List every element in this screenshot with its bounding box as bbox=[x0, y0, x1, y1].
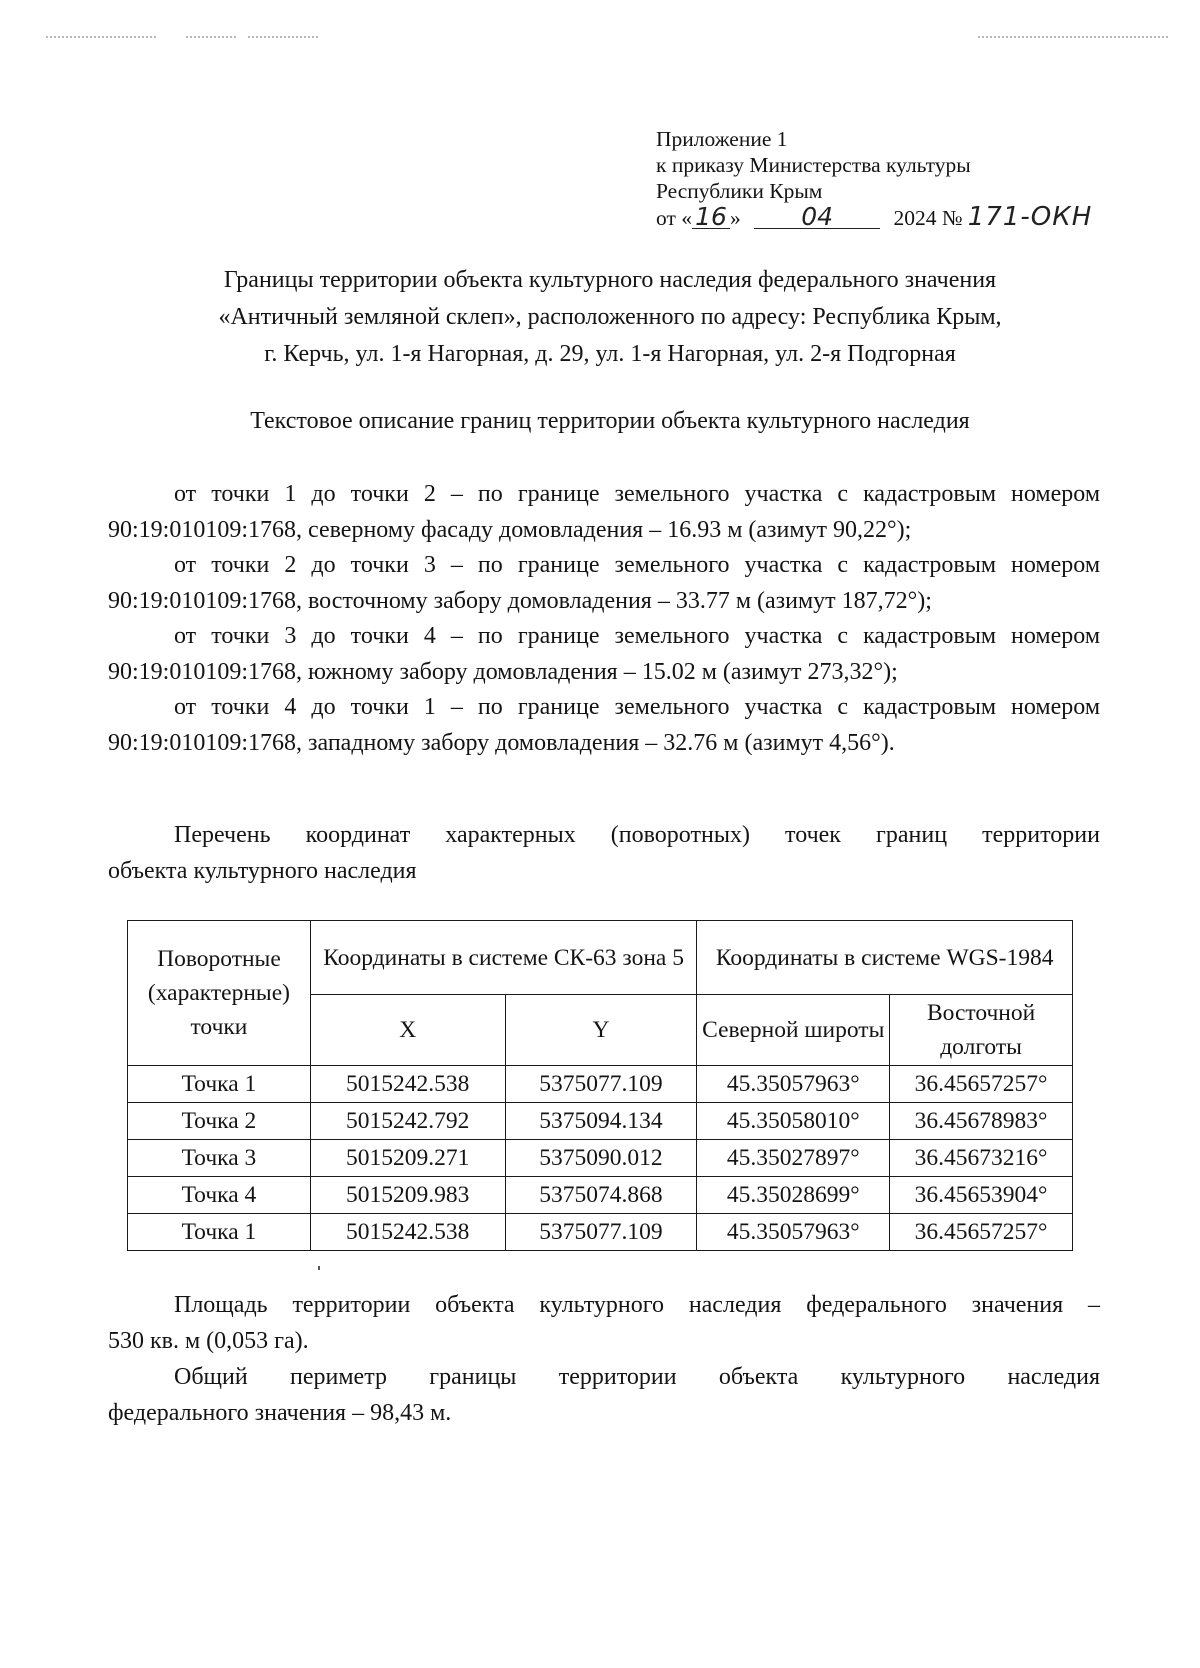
cell-lon: 36.45657257° bbox=[890, 1066, 1073, 1103]
scan-artifact bbox=[978, 36, 1168, 40]
cell-point: Точка 4 bbox=[128, 1177, 311, 1214]
boundary-line-2: 90:19:010109:1768, западному забору домовладения – 32.76 м (азимут 4,56°). bbox=[108, 729, 895, 756]
area-line-2: 530 кв. м (0,053 га). bbox=[108, 1327, 309, 1354]
cell-x: 5015242.538 bbox=[310, 1214, 505, 1251]
header-y: Y bbox=[505, 995, 697, 1066]
cell-y: 5375094.134 bbox=[505, 1103, 697, 1140]
area-statement bbox=[108, 1288, 1100, 1359]
coordinates-heading bbox=[108, 818, 1100, 889]
coords-heading-line-2: объекта культурного наследия bbox=[108, 857, 417, 884]
date-prefix: от « bbox=[656, 206, 692, 230]
header-wgs1984: Координаты в системе WGS-1984 bbox=[697, 921, 1073, 995]
cell-point: Точка 1 bbox=[128, 1214, 311, 1251]
boundary-line-2: 90:19:010109:1768, северному фасаду домовладения – 16.93 м (азимут 90,22°); bbox=[108, 516, 912, 543]
area-line-1: Площадь территории объекта культурного наследия федерального значения – bbox=[174, 1292, 1100, 1318]
title-line-2: «Античный земляной склеп», расположенного по адресу: Республика Крым, bbox=[218, 304, 1002, 330]
cell-lat: 45.35028699° bbox=[697, 1177, 890, 1214]
scan-artifact bbox=[248, 36, 318, 40]
date-day: 16 bbox=[692, 206, 730, 229]
perimeter-line-2: федерального значения – 98,43 м. bbox=[108, 1399, 452, 1426]
cell-x: 5015209.271 bbox=[310, 1140, 505, 1177]
scan-speck bbox=[318, 1266, 320, 1270]
text-description-heading: Текстовое описание границ территории объекта культурного наследия bbox=[250, 408, 970, 434]
boundary-line-2: 90:19:010109:1768, южному забору домовладения – 15.02 м (азимут 273,32°); bbox=[108, 658, 898, 685]
cell-x: 5015242.538 bbox=[310, 1066, 505, 1103]
appendix-line-3: Республики Крым bbox=[656, 179, 823, 203]
cell-lon: 36.45673216° bbox=[890, 1140, 1073, 1177]
document-title bbox=[110, 262, 1110, 373]
boundary-descriptions bbox=[108, 477, 1100, 761]
perimeter-line-1: Общий периметр границы территории объекта культурного наследия bbox=[174, 1364, 1100, 1390]
boundary-item bbox=[108, 548, 1100, 619]
appendix-line-2: к приказу Министерства культуры bbox=[656, 153, 971, 177]
boundary-line-2: 90:19:010109:1768, восточному забору домовладения – 33.77 м (азимут 187,72°); bbox=[108, 587, 932, 614]
scan-artifact bbox=[186, 36, 236, 40]
appendix-date-line bbox=[656, 204, 1092, 231]
boundary-item bbox=[108, 690, 1100, 761]
header-points: Поворотные (характерные) точки bbox=[128, 921, 311, 1066]
boundary-line-1: от точки 2 до точки 3 – по границе земельного участка с кадастровым номером bbox=[174, 552, 1100, 578]
table-row bbox=[128, 1066, 1073, 1103]
cell-y: 5375090.012 bbox=[505, 1140, 697, 1177]
date-day-close: » bbox=[730, 206, 741, 230]
cell-y: 5375074.868 bbox=[505, 1177, 697, 1214]
table-row bbox=[128, 1214, 1073, 1251]
cell-point: Точка 2 bbox=[128, 1103, 311, 1140]
boundary-line-1: от точки 3 до точки 4 – по границе земельного участка с кадастровым номером bbox=[174, 623, 1100, 649]
cell-y: 5375077.109 bbox=[505, 1066, 697, 1103]
order-number: 171-ОКН bbox=[967, 202, 1093, 232]
coords-heading-line-1: Перечень координат характерных (поворотных) точек границ территории bbox=[174, 822, 1100, 848]
appendix-block bbox=[656, 126, 1092, 231]
table-row bbox=[128, 1140, 1073, 1177]
cell-point: Точка 3 bbox=[128, 1140, 311, 1177]
cell-x: 5015242.792 bbox=[310, 1103, 505, 1140]
date-month: 04 bbox=[754, 206, 880, 229]
boundary-item bbox=[108, 619, 1100, 690]
table-row bbox=[128, 1103, 1073, 1140]
cell-lat: 45.35058010° bbox=[697, 1103, 890, 1140]
boundary-item bbox=[108, 477, 1100, 548]
cell-lat: 45.35057963° bbox=[697, 1214, 890, 1251]
coordinates-table bbox=[127, 920, 1073, 1251]
cell-x: 5015209.983 bbox=[310, 1177, 505, 1214]
cell-lat: 45.35057963° bbox=[697, 1066, 890, 1103]
cell-point: Точка 1 bbox=[128, 1066, 311, 1103]
cell-lon: 36.45653904° bbox=[890, 1177, 1073, 1214]
boundary-line-1: от точки 4 до точки 1 – по границе земельного участка с кадастровым номером bbox=[174, 694, 1100, 720]
scan-artifact bbox=[46, 36, 156, 40]
cell-y: 5375077.109 bbox=[505, 1214, 697, 1251]
cell-lon: 36.45678983° bbox=[890, 1103, 1073, 1140]
appendix-line-1: Приложение 1 bbox=[656, 127, 788, 151]
header-sk63: Координаты в системе СК-63 зона 5 bbox=[310, 921, 696, 995]
table-row bbox=[128, 1177, 1073, 1214]
perimeter-statement bbox=[108, 1360, 1100, 1431]
cell-lon: 36.45657257° bbox=[890, 1214, 1073, 1251]
title-line-3: г. Керчь, ул. 1-я Нагорная, д. 29, ул. 1-я Нагорная, ул. 2-я Подгорная bbox=[264, 341, 956, 367]
title-line-1: Границы территории объекта культурного наследия федерального значения bbox=[223, 267, 997, 293]
header-x: X bbox=[310, 995, 505, 1066]
cell-lat: 45.35027897° bbox=[697, 1140, 890, 1177]
header-longitude: Восточной долготы bbox=[890, 995, 1073, 1066]
header-latitude: Северной широты bbox=[697, 995, 890, 1066]
boundary-line-1: от точки 1 до точки 2 – по границе земельного участка с кадастровым номером bbox=[174, 481, 1100, 507]
date-year: 2024 № bbox=[893, 206, 963, 230]
